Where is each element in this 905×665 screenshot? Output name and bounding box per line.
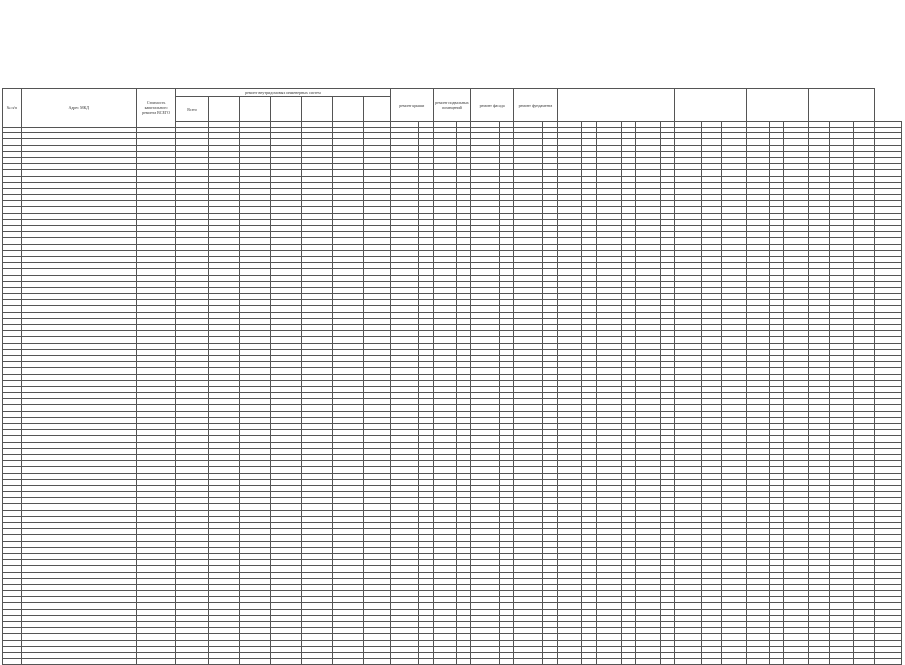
- value-cell: [390, 659, 419, 665]
- value-cell: [363, 659, 390, 665]
- value-cell: [635, 659, 660, 665]
- row-number-cell: [3, 659, 22, 665]
- value-cell: [660, 659, 674, 665]
- header-engineering-sub: [209, 97, 240, 122]
- header-engineering-sub: [332, 97, 363, 122]
- capital-repair-table: [2, 88, 902, 665]
- value-cell: [514, 659, 543, 665]
- value-cell: [240, 659, 271, 665]
- header-group-engineering: ремонт внутридомовых инженерных систем: [176, 89, 390, 97]
- value-cell: [433, 659, 456, 665]
- value-cell: [809, 659, 830, 665]
- header-row-top: [3, 89, 902, 97]
- value-cell: [209, 659, 240, 665]
- header-engineering-sub: Всего: [176, 97, 209, 122]
- value-cell: [596, 659, 621, 665]
- value-cell: [582, 659, 596, 665]
- header-engineering-sub: [240, 97, 271, 122]
- value-cell: [301, 659, 332, 665]
- value-cell: [543, 659, 557, 665]
- value-cell: [557, 659, 582, 665]
- value-cell: [176, 659, 209, 665]
- header-address: Адрес МКД: [21, 89, 136, 128]
- header-group-lift: [557, 89, 674, 122]
- header-basement: ремонт подвальных помещений: [433, 89, 470, 122]
- capital-repair-table-sheet: [0, 88, 905, 665]
- value-cell: [471, 659, 500, 665]
- header-engineering-sub: [363, 97, 390, 122]
- value-cell: [332, 659, 363, 665]
- value-cell: [722, 659, 747, 665]
- value-cell: [875, 659, 902, 665]
- value-cell: [136, 659, 175, 665]
- value-cell: [769, 659, 783, 665]
- value-cell: [456, 659, 470, 665]
- value-cell: [270, 659, 301, 665]
- value-cell: [621, 659, 635, 665]
- value-cell: [701, 659, 722, 665]
- header-foundation: ремонт фундамента: [514, 89, 557, 122]
- header-number: № п/п: [3, 89, 22, 128]
- header-engineering-sub: [301, 97, 332, 122]
- value-cell: [784, 659, 809, 665]
- value-cell: [499, 659, 513, 665]
- header-total-cost: Стоимость капитального ремонта ВСЕГО: [136, 89, 175, 128]
- address-cell: [21, 659, 136, 665]
- header-engineering-sub: [270, 97, 301, 122]
- value-cell: [675, 659, 702, 665]
- value-cell: [419, 659, 433, 665]
- value-cell: [829, 659, 854, 665]
- value-cell: [747, 659, 770, 665]
- table-body: [3, 133, 902, 665]
- table-row: [3, 659, 902, 665]
- header-facade: ремонт фасада: [471, 89, 514, 122]
- value-cell: [854, 659, 875, 665]
- header-roof: ремонт крыши: [390, 89, 433, 122]
- header-misc-2: [747, 89, 809, 122]
- header-misc-1: [675, 89, 747, 122]
- header-misc-3: [809, 89, 875, 122]
